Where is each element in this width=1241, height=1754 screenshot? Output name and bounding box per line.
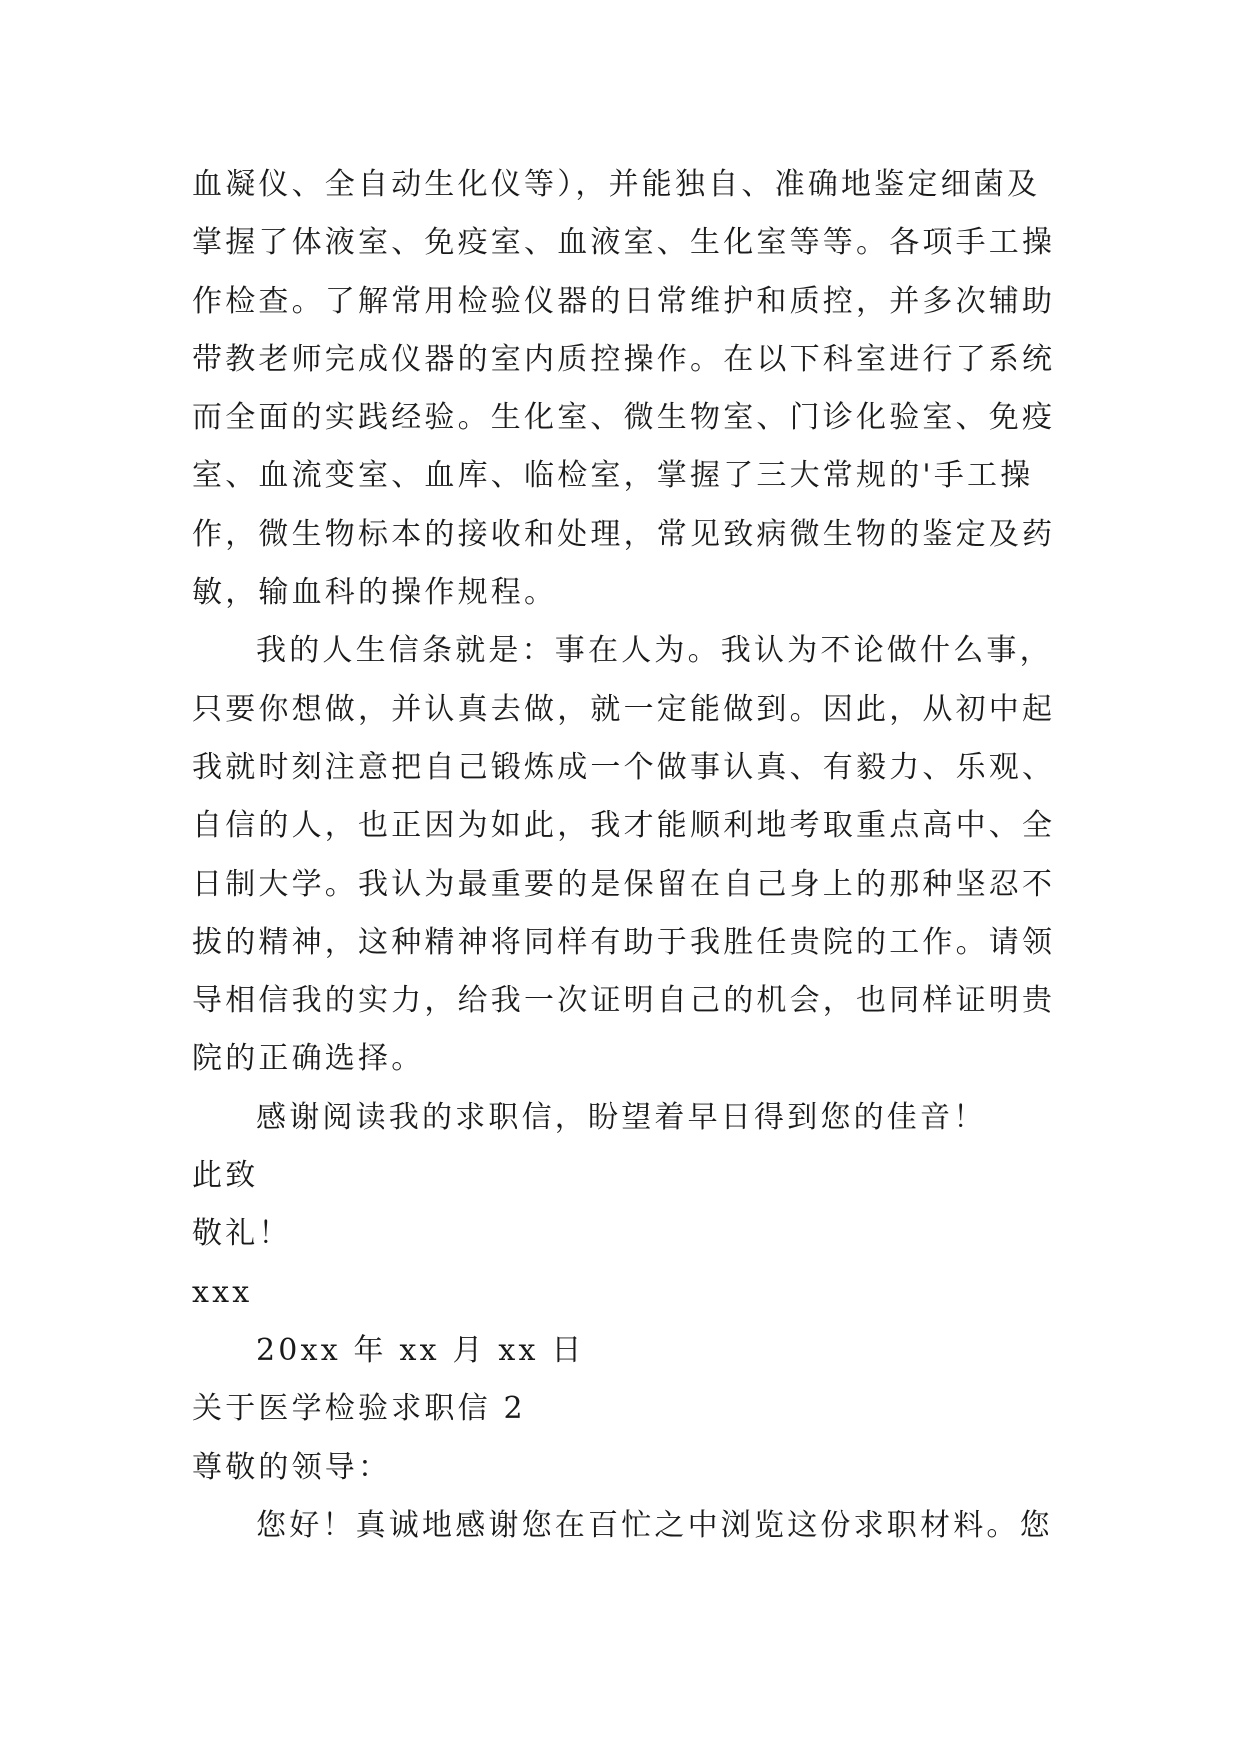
paragraph-line: 我就时刻注意把自己锻炼成一个做事认真、有毅力、乐观、: [192, 749, 1056, 785]
paragraph-line: 敏，输血科的操作规程。: [192, 575, 558, 611]
signature-name: xxx: [192, 1274, 253, 1310]
paragraph-line: 自信的人，也正因为如此，我才能顺利地考取重点高中、全: [192, 808, 1056, 844]
paragraph-line: 作，微生物标本的接收和处理，常见致病微生物的鉴定及药: [192, 516, 1056, 552]
paragraph-line: 作检查。了解常用检验仪器的日常维护和质控，并多次辅助: [192, 283, 1056, 319]
paragraph-line: 日制大学。我认为最重要的是保留在自己身上的那种坚忍不: [192, 866, 1056, 902]
paragraph-line: 我的人生信条就是：事在人为。我认为不论做什么事，: [256, 633, 1053, 669]
signature-date: 20xx 年 xx 月 xx 日: [256, 1332, 585, 1368]
paragraph-line: 您好！真诚地感谢您在百忙之中浏览这份求职材料。您: [256, 1507, 1053, 1543]
closing-line: 感谢阅读我的求职信，盼望着早日得到您的佳音！: [256, 1099, 987, 1135]
paragraph-line: 导相信我的实力，给我一次证明自己的机会，也同样证明贵: [192, 983, 1056, 1019]
paragraph-line: 掌握了体液室、免疫室、血液室、生化室等等。各项手工操: [192, 225, 1056, 261]
paragraph-line: 拔的精神，这种精神将同样有助于我胜任贵院的工作。请领: [192, 924, 1056, 960]
paragraph-line: 只要你想做，并认真去做，就一定能做到。因此，从初中起: [192, 691, 1056, 727]
letter-body: [192, 156, 1056, 1555]
paragraph-line: 院的正确选择。: [192, 1041, 425, 1077]
salutation-line: 敬礼！: [192, 1216, 292, 1252]
greeting-line: 尊敬的领导：: [192, 1449, 392, 1485]
section-title: 关于医学检验求职信 2: [192, 1391, 526, 1427]
salutation-line: 此致: [192, 1158, 259, 1194]
paragraph-line: 室、血流变室、血库、临检室，掌握了三大常规的'手工操: [192, 458, 1034, 494]
paragraph-line: 血凝仪、全自动生化仪等），并能独自、准确地鉴定细菌及: [192, 167, 1041, 202]
paragraph-line: 而全面的实践经验。生化室、微生物室、门诊化验室、免疫: [192, 400, 1056, 436]
paragraph-line: 带教老师完成仪器的室内质控操作。在以下科室进行了系统: [192, 341, 1056, 377]
